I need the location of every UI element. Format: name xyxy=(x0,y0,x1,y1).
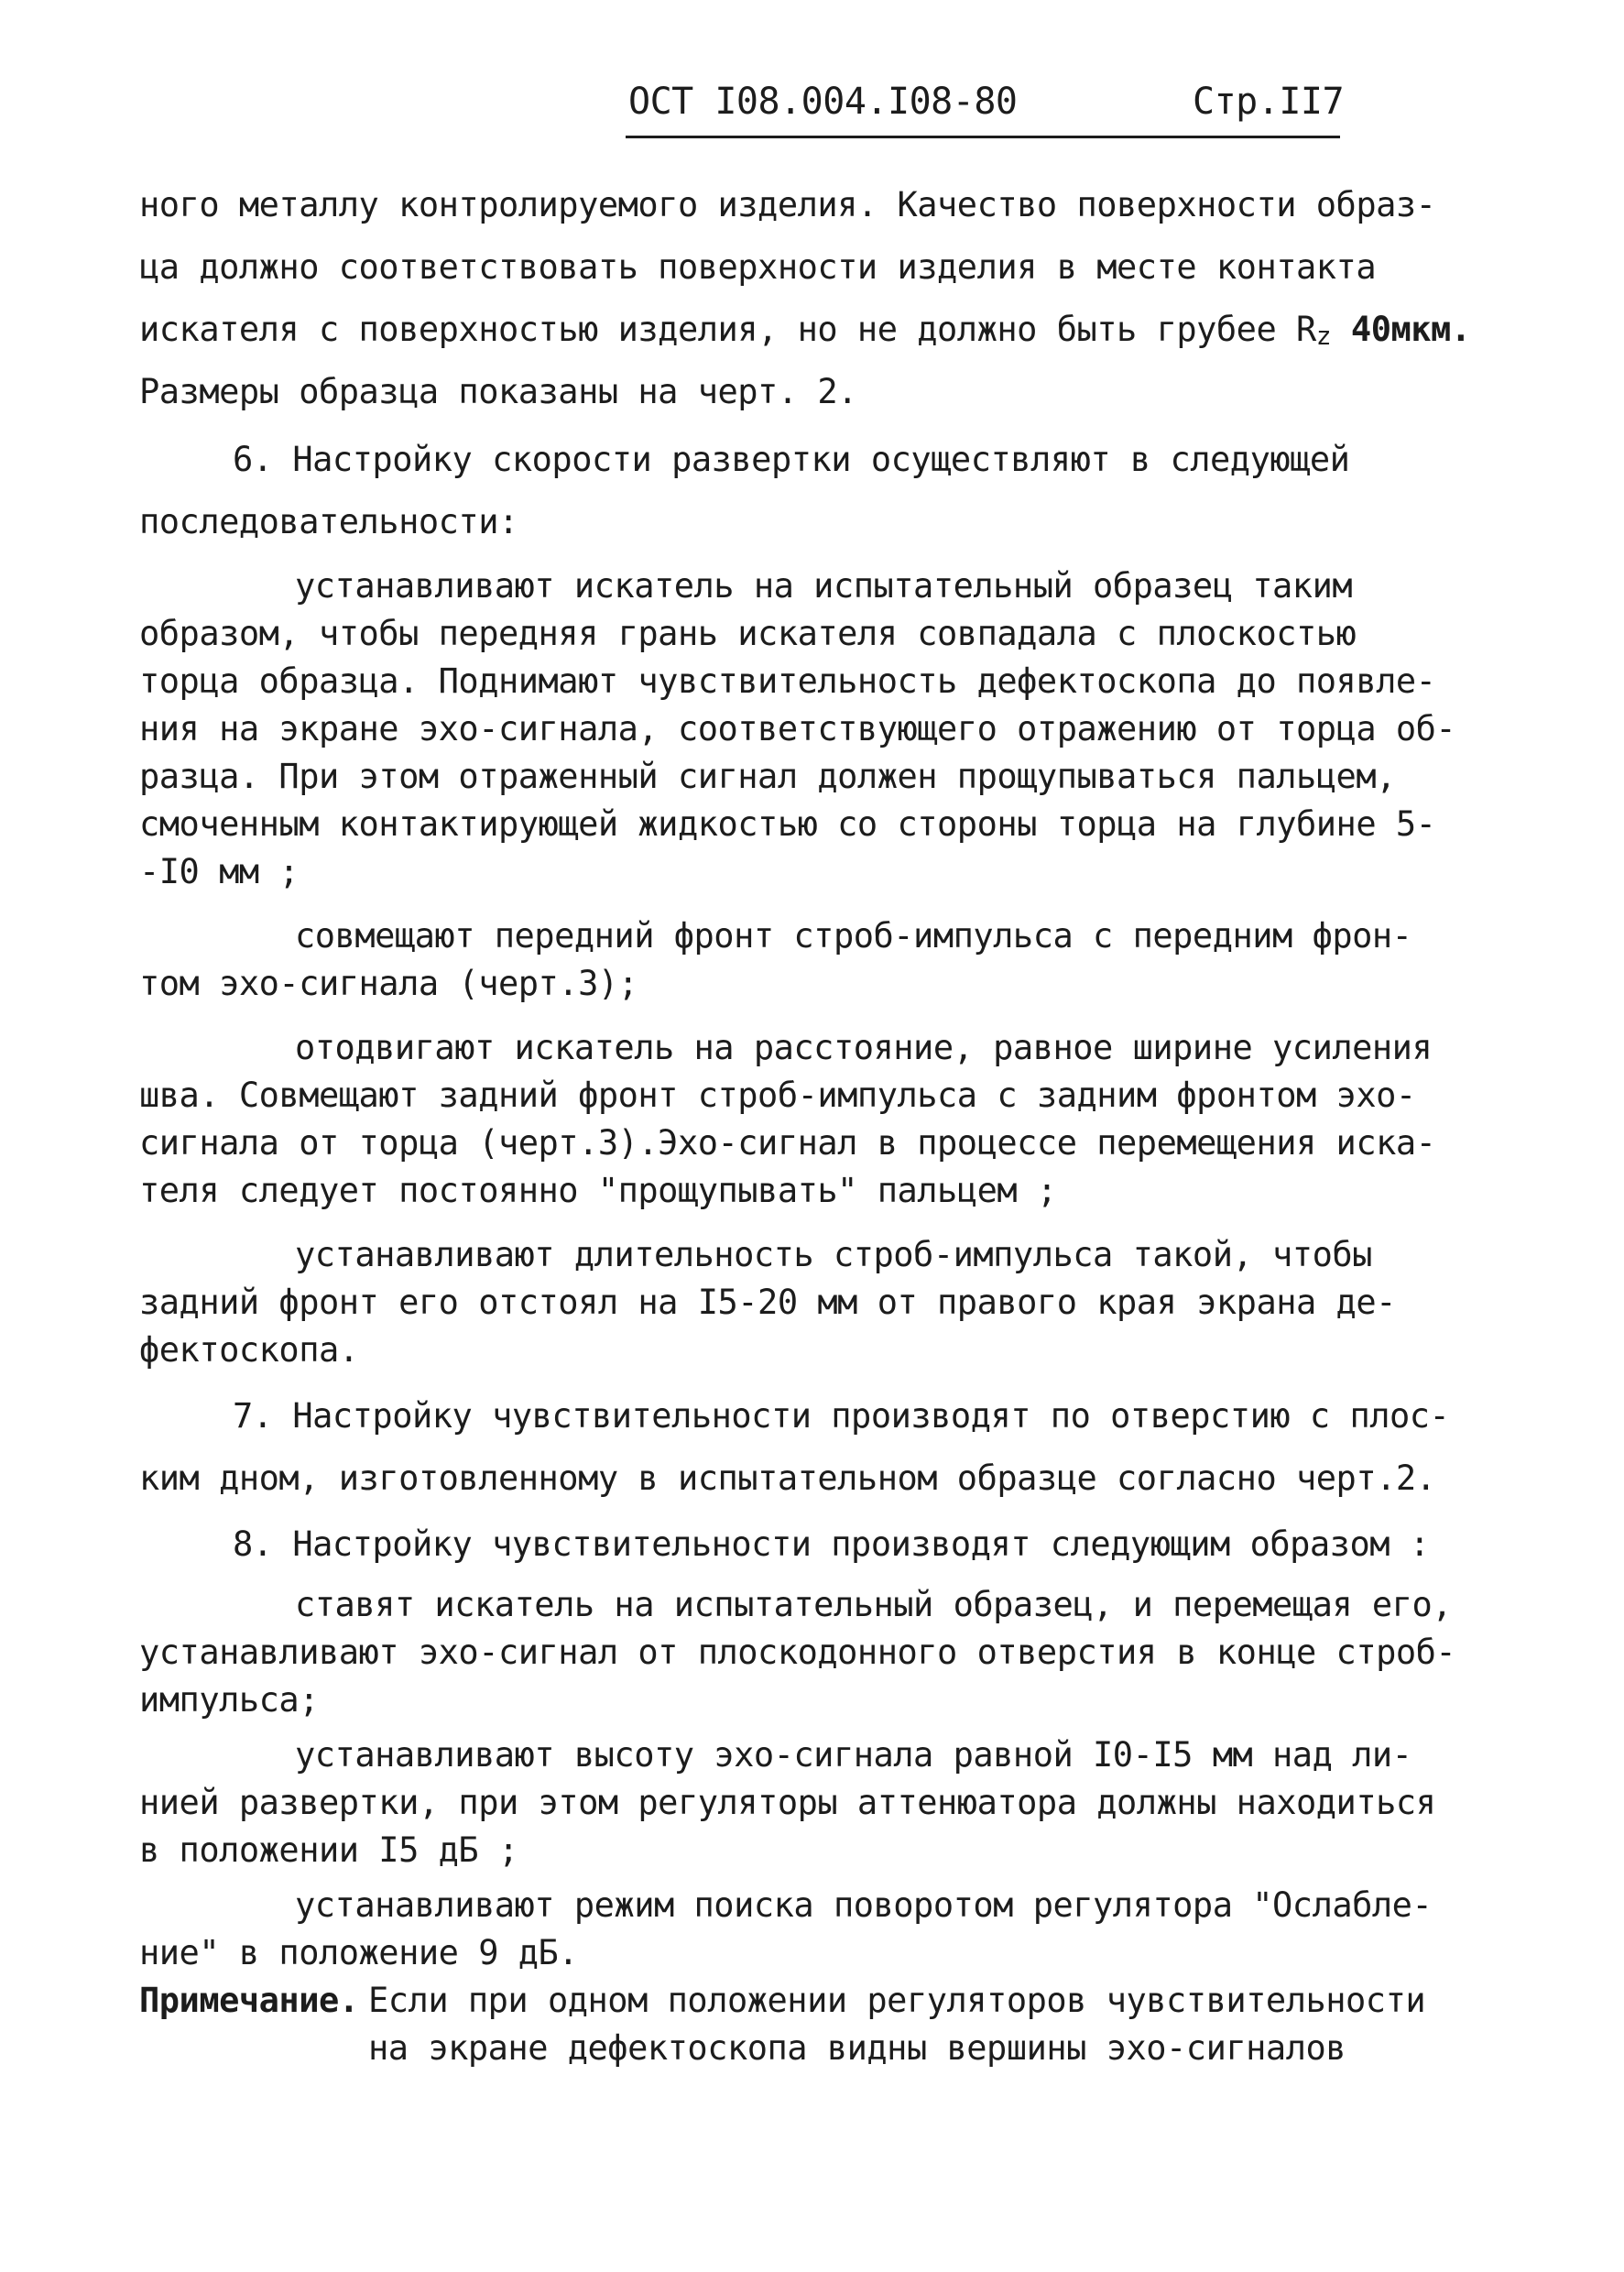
step-line: образом, чтобы передняя грань искателя совпадала с плоскостью xyxy=(139,614,1357,653)
paragraph-line xyxy=(139,310,1471,351)
item-7-line: ким дном, изготовленному в испытательном образце согласно черт.2. xyxy=(139,1458,1436,1498)
line-text: искателя с поверхностью изделия, но не должно быть грубее R xyxy=(139,310,1316,349)
step-line: устанавливают режим поиска поворотом регулятора "Ослабле- xyxy=(295,1885,1433,1925)
page-header xyxy=(0,81,1624,145)
note-line: на экране дефектоскопа видны вершины эхо-сигналов xyxy=(368,2028,1346,2068)
step-line: совмещают передний фронт строб-импульса с передним фрон- xyxy=(295,916,1412,956)
roughness-value: 40мкм. xyxy=(1331,310,1471,349)
document-code: ОСТ I08.004.I08-80 xyxy=(628,81,1018,123)
note-line: Если при одном положении регуляторов чувствительности xyxy=(368,1981,1426,2020)
step-line: ния на экране эхо-сигнала, соответствующего отражению от торца об- xyxy=(139,709,1456,748)
step-line: устанавливают эхо-сигнал от плоскодонного отверстия в конце строб- xyxy=(139,1633,1456,1672)
item-8-line: 8. Настройку чувствительности производят следующим образом : xyxy=(233,1524,1430,1564)
step-line: том эхо-сигнала (черт.3); xyxy=(139,964,638,1003)
step-line: фектоскопа. xyxy=(139,1330,359,1370)
step-line: в положении I5 дБ ; xyxy=(139,1830,518,1870)
step-line: задний фронт его отстоял на I5-20 мм от правого края экрана де- xyxy=(139,1283,1396,1322)
step-line: теля следует постоянно "прощупывать" пальцем ; xyxy=(139,1171,1057,1210)
step-line: устанавливают высоту эхо-сигнала равной I0-I5 мм над ли- xyxy=(295,1735,1412,1775)
step-line: ставят искатель на испытательный образец, и перемещая его, xyxy=(295,1585,1453,1624)
paragraph-line: ца должно соответствовать поверхности изделия в месте контакта xyxy=(139,247,1377,287)
paragraph-line: Размеры образца показаны на черт. 2. xyxy=(139,372,857,411)
step-line: шва. Совмещают задний фронт строб-импульса с задним фронтом эхо- xyxy=(139,1076,1416,1115)
note-label: Примечание. xyxy=(139,1981,359,2020)
step-line: отодвигают искатель на расстояние, равное ширине усиления xyxy=(295,1028,1433,1067)
roughness-subscript: z xyxy=(1315,321,1332,351)
item-6-line: последовательности: xyxy=(139,502,518,541)
item-7-line: 7. Настройку чувствительности производят по отверстию с плос- xyxy=(233,1396,1450,1436)
step-line: смоченным контактирующей жидкостью со стороны торца на глубине 5- xyxy=(139,804,1436,844)
step-line: устанавливают длительность строб-импульса такой, чтобы xyxy=(295,1235,1372,1274)
step-line: торца образца. Поднимают чувствительность дефектоскопа до появле- xyxy=(139,661,1436,701)
step-line: ние" в положение 9 дБ. xyxy=(139,1933,579,1972)
step-line: разца. При этом отраженный сигнал должен прощупываться пальцем, xyxy=(139,757,1396,796)
step-line: устанавливают искатель на испытательный образец таким xyxy=(295,566,1353,606)
header-rule xyxy=(626,136,1340,138)
step-line: сигнала от торца (черт.3).Эхо-сигнал в процессе перемещения иска- xyxy=(139,1123,1436,1163)
step-line: импульса; xyxy=(139,1680,319,1720)
page-number: Стр.II7 xyxy=(1193,81,1345,123)
paragraph-line: ного металлу контролируемого изделия. Качество поверхности образ- xyxy=(139,185,1436,224)
step-line: -I0 мм ; xyxy=(139,852,300,891)
step-line: нией развертки, при этом регуляторы аттенюатора должны находиться xyxy=(139,1783,1436,1822)
item-6-line: 6. Настройку скорости развертки осуществляют в следующей xyxy=(233,440,1350,479)
